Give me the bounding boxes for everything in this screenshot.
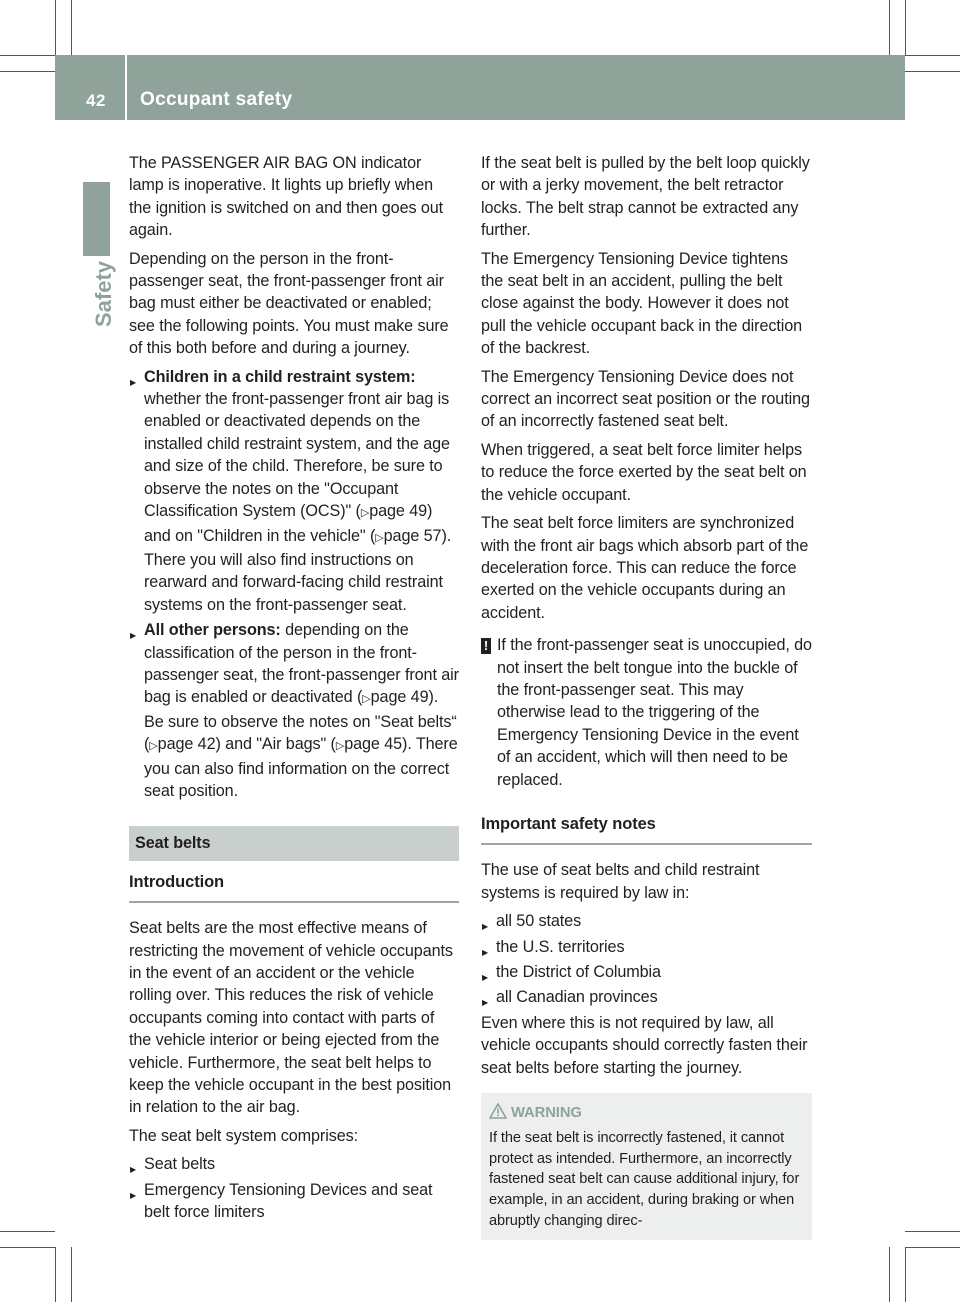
page-ref-arrow-icon: ▷ bbox=[149, 740, 158, 753]
crop-mark bbox=[55, 1247, 56, 1302]
warning-text: If the seat belt is incorrectly fastened, it cannot protect as intended. Furthermore, an incorrectly fastened seat belt can cause additional injury, for example, in an accident, during braking or when abruptly changing direc- bbox=[489, 1129, 800, 1230]
page-ref-link[interactable]: page 42) and "Air bags" ( bbox=[157, 735, 336, 754]
paragraph: The seat belt system comprises: bbox=[129, 1126, 359, 1145]
page-ref-link[interactable]: page 49). Be sure to observe the notes on "Seat belts“ ( bbox=[144, 688, 457, 754]
list-item: ▶ Seat belts bbox=[129, 1153, 459, 1175]
crop-mark bbox=[905, 0, 906, 55]
crop-mark bbox=[71, 1247, 72, 1302]
page-ref-arrow-icon: ▷ bbox=[375, 531, 384, 544]
section-heading: Seat belts bbox=[129, 826, 459, 860]
right-column bbox=[481, 152, 812, 1240]
warning-box bbox=[481, 1093, 812, 1240]
paragraph: The Emergency Tensioning Device tightens the seat belt in an accident, pulling the belt close against the body. However it does not pull the vehicle occupant back in the direction of the backrest. bbox=[481, 249, 803, 358]
page-ref-link[interactable]: page 49) and on "Children in the vehicle" ( bbox=[144, 502, 433, 545]
crop-mark bbox=[889, 0, 890, 55]
page-title: Occupant safety bbox=[140, 89, 293, 110]
side-tab-label: Safety bbox=[91, 260, 116, 328]
note-text: If the front-passenger seat is unoccupied, do not insert the belt tongue into the buckle of the front-passenger seat. This may otherwise lead to the triggering of the Emergency Tensioning Device in the event of an accident, which will then need to be replaced. bbox=[497, 636, 812, 789]
bullet-list bbox=[129, 1153, 459, 1223]
note bbox=[481, 634, 812, 791]
crop-mark bbox=[71, 0, 72, 55]
page-ref-arrow-icon: ▷ bbox=[360, 507, 370, 520]
crop-mark bbox=[0, 1247, 55, 1248]
page-ref-arrow-icon: ▷ bbox=[335, 740, 345, 753]
left-column bbox=[129, 152, 459, 1226]
bullet-lead: Children in a child restraint system: bbox=[144, 367, 416, 386]
list-item: ▶ all 50 states bbox=[481, 910, 812, 932]
page-number: 42 bbox=[86, 91, 106, 110]
bullet-text: depending on the classification of the person in the front-passenger seat, the front-passenger front air bag is enabled or deactivated ( bbox=[144, 621, 459, 707]
paragraph: The use of seat belts and child restraint systems is required by law in: bbox=[481, 861, 760, 902]
crop-mark bbox=[0, 1231, 55, 1232]
warning-heading bbox=[511, 1103, 802, 1124]
list-item: ▶ Emergency Tensioning Devices and seat belt force limiters bbox=[129, 1179, 459, 1224]
list-item: ▶ all Canadian provinces bbox=[481, 986, 812, 1008]
paragraph: The Emergency Tensioning Device does not correct an incorrect seat position or the routing of an incorrectly fastened seat belt. bbox=[481, 367, 810, 431]
list-item bbox=[129, 619, 459, 802]
subheading: Important safety notes bbox=[481, 813, 812, 845]
side-tab-block bbox=[83, 182, 110, 256]
paragraph: The seat belt force limiters are synchronized with the front air bags which absorb part of the deceleration force. This can reduce the force exerted on the vehicle occupants during an accident. bbox=[481, 514, 809, 622]
list-item: ▶ the District of Columbia bbox=[481, 961, 812, 983]
warning-title: WARNING bbox=[511, 1105, 582, 1122]
page-ref-arrow-icon: ▷ bbox=[362, 693, 371, 706]
crop-mark bbox=[905, 1247, 960, 1248]
crop-mark bbox=[55, 0, 56, 55]
crop-mark bbox=[905, 1247, 906, 1302]
paragraph: Seat belts are the most effective means of restricting the movement of vehicle occupants in the event of an accident or the vehicle rolling over. This reduces the risk of vehicle occupants coming into contact with parts of the vehicle interior or being ejected from the vehicle. Furthermore, the seat belt helps to keep the vehicle occupant in the best position in relation to the air bag. bbox=[129, 919, 453, 1117]
crop-mark bbox=[0, 71, 55, 72]
bullet-list bbox=[481, 910, 812, 1009]
paragraph: Depending on the person in the front-passenger seat, the front-passenger front air bag must either be deactivated or enabled; see the following points. You must make sure of this both before and during a journey. bbox=[129, 249, 449, 358]
crop-mark bbox=[889, 1247, 890, 1302]
crop-mark bbox=[905, 71, 960, 72]
exclamation-icon: ! bbox=[481, 638, 491, 654]
paragraph: Even where this is not required by law, all vehicle occupants should correctly fasten their seat belts before starting the journey. bbox=[481, 1013, 808, 1077]
list-item: ▶ the U.S. territories bbox=[481, 936, 812, 958]
bullet-text: whether the front-passenger front air bag is enabled or deactivated depends on the installed child restraint system, and the age and size of the child. Therefore, be sure to observe the notes on the "Occupant Classification System (OCS)" ( bbox=[144, 390, 450, 521]
crop-mark bbox=[905, 55, 960, 56]
list-item bbox=[129, 366, 459, 616]
header-separator bbox=[125, 55, 127, 120]
bullet-lead: All other persons: bbox=[144, 621, 281, 640]
crop-mark bbox=[905, 1231, 960, 1232]
crop-mark bbox=[0, 55, 55, 56]
subheading: Introduction bbox=[129, 871, 459, 903]
paragraph: When triggered, a seat belt force limiter helps to reduce the force exerted by the seat belt on the vehicle occupant. bbox=[481, 440, 807, 504]
warning-triangle-icon bbox=[489, 1103, 507, 1119]
page-ref-link[interactable]: page 45). There you can also find information on the correct seat position. bbox=[144, 735, 458, 800]
paragraph: If the seat belt is pulled by the belt loop quickly or with a jerky movement, the belt retractor locks. The belt strap cannot be extracted any further. bbox=[481, 154, 810, 240]
bullet-list bbox=[129, 366, 459, 803]
paragraph: The PASSENGER AIR BAG ON indicator lamp is inoperative. It lights up briefly when the ignition is switched on and then goes out again. bbox=[129, 154, 444, 240]
page-ref-link[interactable]: page 57). There you will also find instructions on rearward and forward-facing child restraint systems on the front-passenger seat. bbox=[144, 526, 452, 614]
